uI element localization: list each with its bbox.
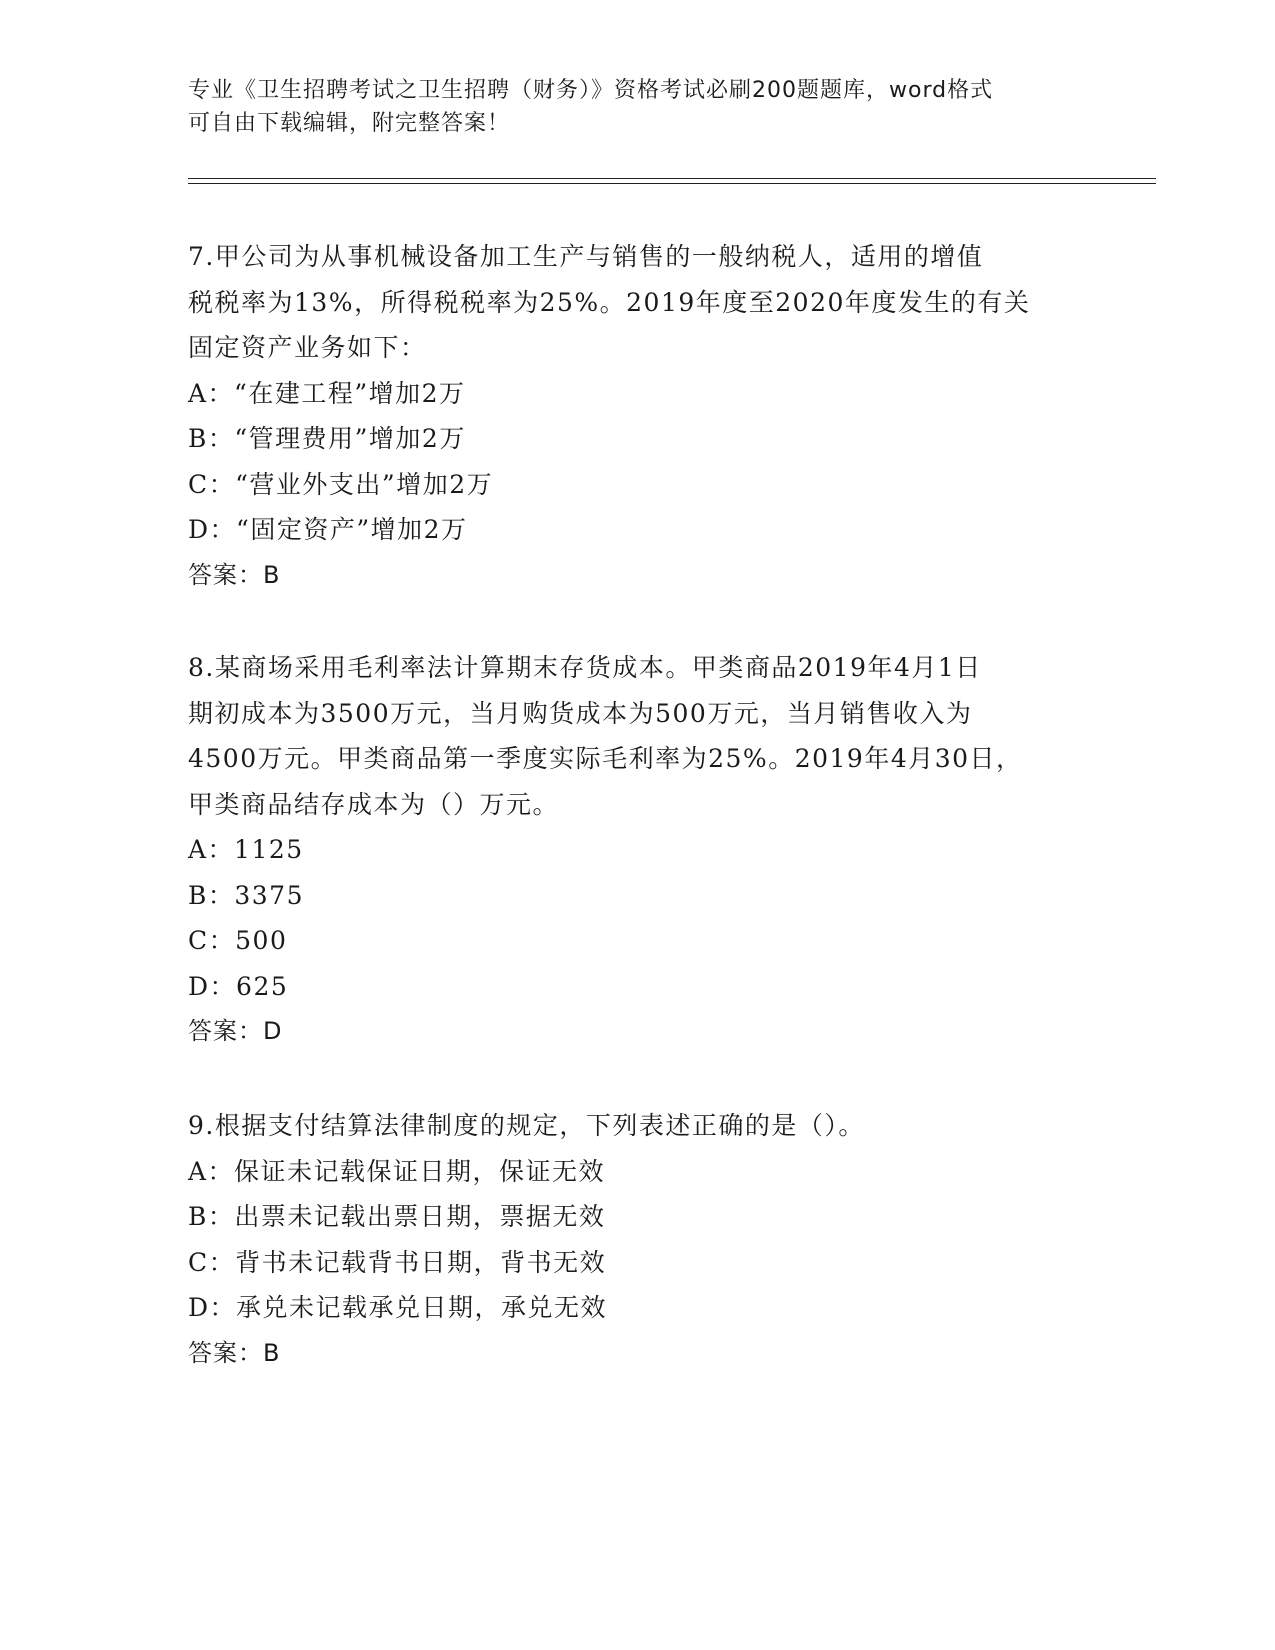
header-divider-bottom (188, 183, 1156, 184)
option-d: D：承兑未记载承兑日期，承兑无效 (188, 1293, 608, 1322)
answer: 答案：B (188, 1338, 281, 1367)
option-d: D：625 (188, 971, 289, 1001)
question-9 (188, 1103, 1088, 1376)
question-stem (188, 645, 1088, 827)
header-divider-top (188, 178, 1156, 179)
stem-line: 8.某商场采用毛利率法计算期末存货成本。甲类商品2019年4月1日 (188, 653, 982, 682)
option-a: A：保证未记载保证日期，保证无效 (188, 1156, 606, 1186)
document-header (188, 74, 1068, 140)
stem-line: 固定资产业务如下： (188, 333, 427, 362)
option-c: C：背书未记载背书日期，背书无效 (188, 1247, 607, 1277)
stem-line: 税税率为13%，所得税税率为25%。2019年度至2020年度发生的有关 (188, 287, 1031, 317)
answer: 答案：B (188, 560, 281, 589)
option-c: C：“营业外支出”增加2万 (188, 469, 494, 499)
header-line-1: 专业《卫生招聘考试之卫生招聘（财务）》资格考试必刷200题题库，word格式 (188, 78, 994, 103)
option-c: C：500 (188, 926, 288, 955)
option-b: B：3375 (188, 880, 304, 910)
stem-line: 4500万元。甲类商品第一季度实际毛利率为25%。2019年4月30日， (188, 744, 1023, 773)
option-b: B：“管理费用”增加2万 (188, 424, 466, 453)
stem-line: 7.甲公司为从事机械设备加工生产与销售的一般纳税人，适用的增值 (188, 242, 984, 271)
question-8 (188, 645, 1088, 1055)
option-a: A：1125 (188, 835, 304, 864)
question-7 (188, 234, 1088, 598)
option-d: D：“固定资产”增加2万 (188, 515, 468, 544)
stem-line: 期初成本为3500万元，当月购货成本为500万元，当月销售收入为 (188, 698, 973, 728)
stem-line: 9.根据支付结算法律制度的规定，下列表述正确的是（）。 (188, 1111, 865, 1140)
header-line-2: 可自由下载编辑，附完整答案！ (188, 111, 511, 136)
question-stem (188, 1103, 1088, 1149)
answer: 答案：D (188, 1017, 283, 1045)
option-a: A：“在建工程”增加2万 (188, 378, 466, 408)
option-b: B：出票未记载出票日期，票据无效 (188, 1202, 606, 1231)
question-stem (188, 234, 1088, 371)
stem-line: 甲类商品结存成本为（）万元。 (188, 789, 560, 819)
